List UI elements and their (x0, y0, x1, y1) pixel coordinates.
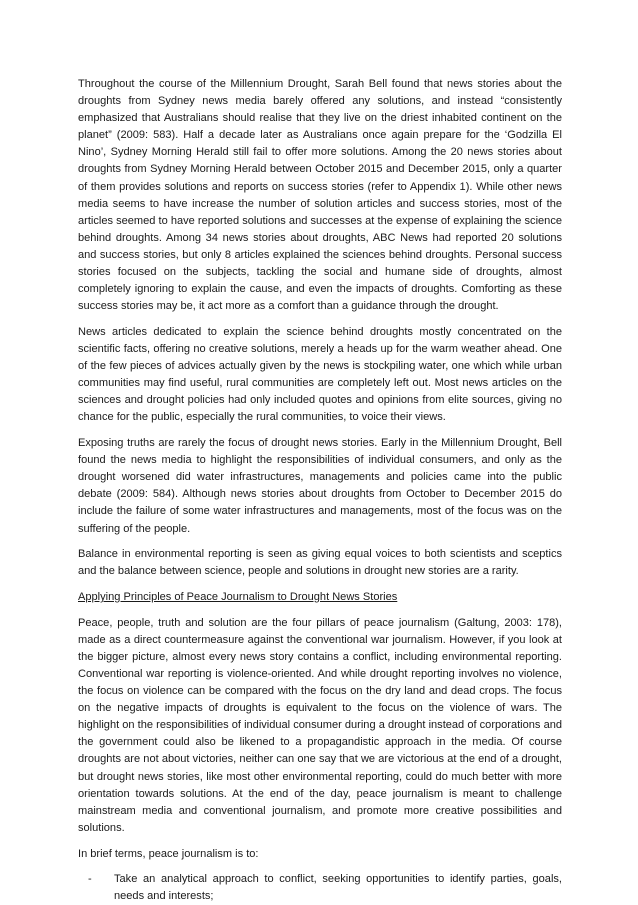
paragraph-peace-pillars: Peace, people, truth and solution are the four pillars of peace journalism (Galtung, 2003: 178), made as a direct countermeasure against the conventional war journalism. However, if you look at the bigger picture, almost every news story contains a conflict, including environmental reporting. Conventional war reporting is violence-oriented. And while drought reporting involves no violence, the focus on violence can be compared with the focus on the dry land and dead crops. The focus on the negative impacts of droughts is equivalent to the focus on the violence of wars. The highlight on the responsibilities of individual consumer during a drought instead of corporations and the government could also be likened to a propagandistic approach in the media. Of course droughts are not about victories, neither can one say that we are victorious at the end of a drought, but drought news stories, like most other environmental reporting, could do much better with more orientation towards solutions. At the end of the day, peace journalism is meant to challenge mainstream media and conventional journalism, and promote more creative possibilities and solutions. (78, 616, 562, 834)
section-heading: Applying Principles of Peace Journalism to Drought News Stories (78, 591, 398, 603)
paragraph-exposing-truths: Exposing truths are rarely the focus of drought news stories. Early in the Millennium Drought, Bell found the news media to highlight the responsibilities of individual consumers, and only as the drought worsened did water infrastructures, managements and policies came into the public debate (2009: 584). Although news stories about droughts from October to December 2015 do include the failure of some water infrastructures and managements, most of the focus was on the suffering of the people. (78, 437, 562, 535)
paragraph-science-facts: News articles dedicated to explain the science behind droughts mostly concentrated on the scientific facts, offering no creative solutions, merely a heads up for the warm weather ahead. One of the few pieces of advices actually given by the news is stockpiling water, one which while urban communities may find useful, rural communities are completely left out. Most news articles on the sciences and drought policies had only included quotes and opinions from elite sources, giving no chance for the public, especially the rural communities, to voice their views. (78, 325, 562, 424)
list-item (78, 871, 562, 905)
bullet-text: Take an analytical approach to conflict, seeking opportunities to identify parties, goals, needs and interests; (114, 873, 562, 903)
paragraph-brief-terms: In brief terms, peace journalism is to: (78, 847, 259, 860)
paragraph-balance: Balance in environmental reporting is seen as giving equal voices to both scientists and sceptics and the balance between science, people and solutions in drought new stories are a rarity. (78, 548, 562, 578)
bullet-list (78, 871, 562, 905)
bullet-marker: - (88, 873, 92, 886)
paragraph-drought-solutions: Throughout the course of the Millennium Drought, Sarah Bell found that news stories about the droughts from Sydney news media barely offered any solutions, and instead “consistently emphasized that Australians should realise that they live on the driest inhabited continent on the planet” (2009: 583). Half a decade later as Australians once again prepare for the ‘Godzilla El Nino’, Sydney Morning Herald still fail to offer more solutions. Among the 20 news stories about droughts from Sydney Morning Herald between October 2015 and December 2015, only a quarter of them provides solutions and reports on success stories (refer to Appendix 1). While other news media seems to have increase the number of solution articles and success stories, most of the articles seemed to have reported solutions and successes at the expense of explaining the science behind droughts. Among 34 news stories about droughts, ABC News had reported 20 solutions and success stories, but only 8 articles explained the sciences behind droughts. Personal success stories focused on the subjects, tackling the social and humane side of droughts, almost completely ignoring to explain the cause, and even the impacts of droughts. Comforting as these success stories may be, it act more as a comfort than a guidance through the drought. (78, 78, 562, 313)
document-page (78, 76, 562, 905)
